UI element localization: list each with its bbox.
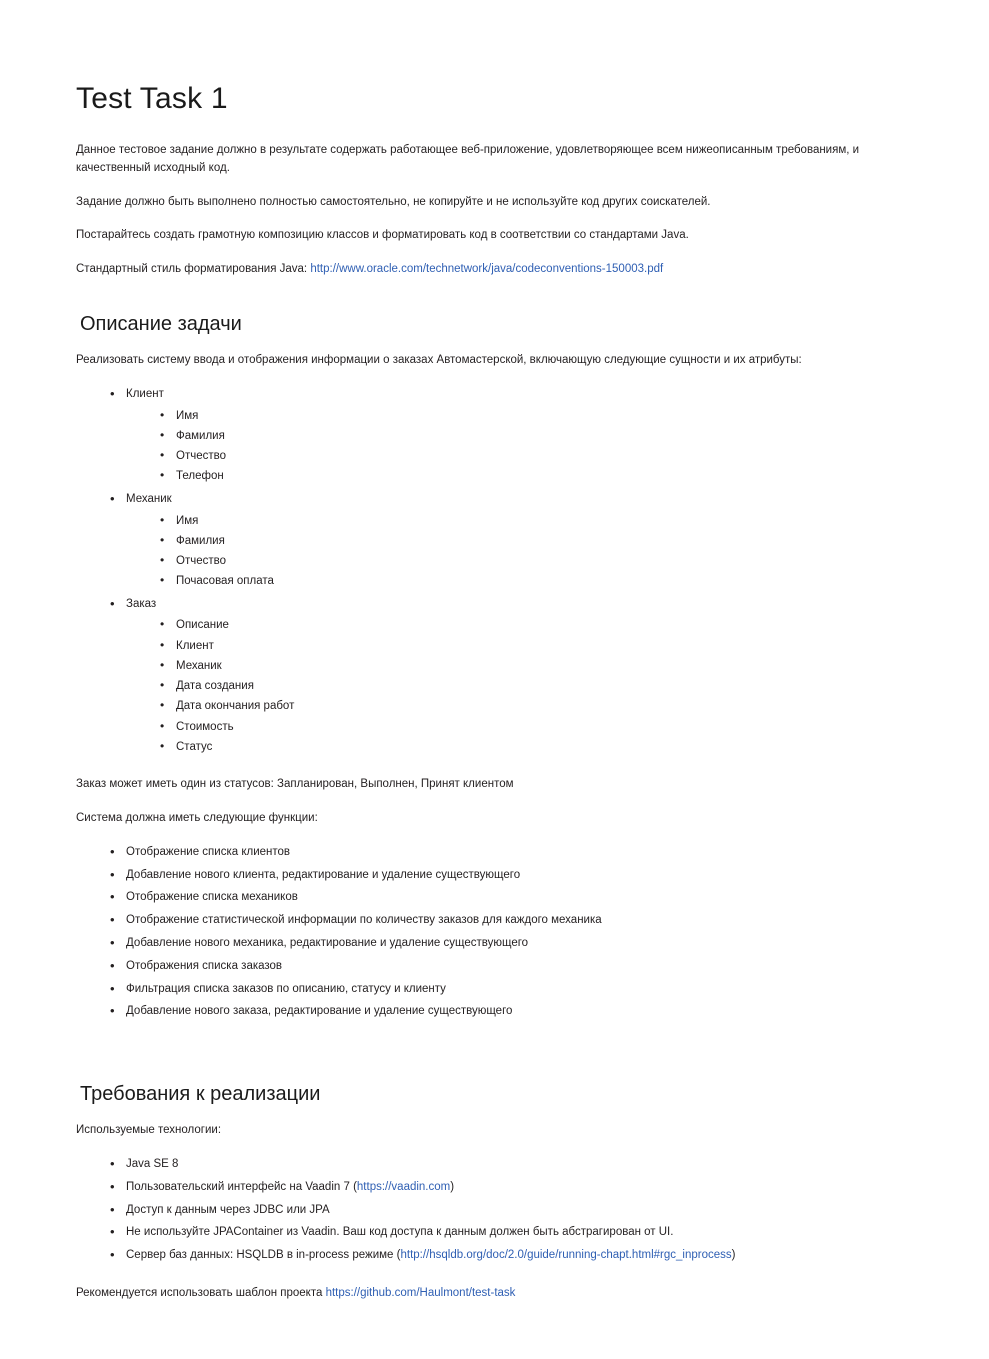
- list-item: • Телефон: [160, 468, 901, 485]
- list-item: • Фамилия: [160, 428, 901, 445]
- list-item: • Имя: [160, 513, 901, 530]
- list-item: • Отображение статистической информации по количеству заказов для каждого механика: [110, 912, 901, 930]
- tech-suffix: ): [731, 1249, 736, 1262]
- list-item: [110, 596, 901, 757]
- hsqldb-link[interactable]: http://hsqldb.org/doc/2.0/guide/running-chapt.html#rgc_inprocess: [400, 1249, 732, 1262]
- list-item: • Статус: [160, 739, 901, 756]
- functions-lead: Система должна иметь следующие функции:: [76, 811, 318, 824]
- technologies-lead: Используемые технологии:: [76, 1124, 222, 1137]
- list-item: [110, 1202, 901, 1220]
- list-item: • Отображение списка клиентов: [110, 844, 901, 862]
- entity-attribute-list: [126, 617, 901, 756]
- task-lead-paragraph: Реализовать систему ввода и отображения информации о заказах Автомастерской, включающую следующие сущности и их атрибуты:: [76, 354, 802, 367]
- tech-text: Сервер баз данных: HSQLDB в in-process режиме (: [126, 1249, 401, 1262]
- java-style-line: [76, 261, 901, 279]
- list-item: • Дата окончания работ: [160, 698, 901, 715]
- intro-paragraph-1: Данное тестовое задание должно в результате содержать работающее веб-приложение, удовлетворяющее всем нижеописанным требованиям, и качественный исходный код.: [76, 144, 860, 174]
- section-heading-requirements: Требования к реализации: [80, 1083, 321, 1106]
- java-conventions-link[interactable]: http://www.oracle.com/technetwork/java/codeconventions-150003.pdf: [310, 263, 664, 276]
- list-item: • Почасовая оплата: [160, 573, 901, 590]
- list-item: [110, 1179, 901, 1197]
- entity-name: Заказ: [126, 597, 157, 610]
- list-item: • Отчество: [160, 448, 901, 465]
- technologies-list: [76, 1156, 901, 1265]
- list-item: [110, 1156, 901, 1174]
- tech-text: Пользовательский интерфейс на Vaadin 7 (: [126, 1180, 357, 1193]
- github-template-link[interactable]: https://github.com/Haulmont/test-task: [325, 1287, 516, 1300]
- list-item: • Отображения списка заказов: [110, 958, 901, 976]
- list-item: • Имя: [160, 408, 901, 425]
- project-template-line: [76, 1285, 901, 1303]
- entity-name: Клиент: [126, 387, 164, 400]
- entity-attribute-list: [126, 513, 901, 591]
- page-title: Test Task 1: [76, 82, 228, 115]
- project-template-prefix: Рекомендуется использовать шаблон проекта: [76, 1287, 326, 1300]
- entity-name: Механик: [126, 492, 172, 505]
- tech-text: Java SE 8: [126, 1158, 179, 1170]
- tech-suffix: ): [450, 1180, 455, 1193]
- list-item: • Описание: [160, 617, 901, 634]
- list-item: • Добавление нового клиента, редактирование и удаление существующего: [110, 867, 901, 885]
- list-item: • Фамилия: [160, 533, 901, 550]
- entity-list: [76, 386, 901, 756]
- list-item: • Добавление нового механика, редактирование и удаление существующего: [110, 935, 901, 953]
- entity-attribute-list: [126, 408, 901, 486]
- order-status-note: Заказ может иметь один из статусов: Запланирован, Выполнен, Принят клиентом: [76, 778, 514, 791]
- list-item: • Фильтрация списка заказов по описанию, статусу и клиенту: [110, 981, 901, 999]
- list-item: [110, 491, 901, 591]
- list-item: [110, 1224, 901, 1242]
- vaadin-link[interactable]: https://vaadin.com: [356, 1180, 451, 1193]
- list-item: • Отображение списка механиков: [110, 889, 901, 907]
- intro-paragraph-3: Постарайтесь создать грамотную композицию классов и форматировать код в соответствии со стандартами Java.: [76, 229, 689, 242]
- list-item: • Клиент: [160, 638, 901, 655]
- list-item: [110, 386, 901, 486]
- functions-list: [76, 844, 901, 1022]
- list-item: • Дата создания: [160, 678, 901, 695]
- java-style-prefix: Стандартный стиль форматирования Java:: [76, 263, 311, 276]
- list-item: • Механик: [160, 658, 901, 675]
- tech-text: Доступ к данным через JDBC или JPA: [126, 1203, 330, 1216]
- list-item: • Отчество: [160, 553, 901, 570]
- tech-text: Не используйте JPAContainer из Vaadin. Ваш код доступа к данным должен быть абстрагирован от UI.: [126, 1226, 674, 1239]
- list-item: [110, 1247, 901, 1265]
- intro-paragraph-2: Задание должно быть выполнено полностью самостоятельно, не копируйте и не используйте код других соискателей.: [76, 195, 711, 208]
- section-heading-task: Описание задачи: [80, 313, 242, 336]
- list-item: • Добавление нового заказа, редактирование и удаление существующего: [110, 1003, 901, 1021]
- list-item: • Стоимость: [160, 719, 901, 736]
